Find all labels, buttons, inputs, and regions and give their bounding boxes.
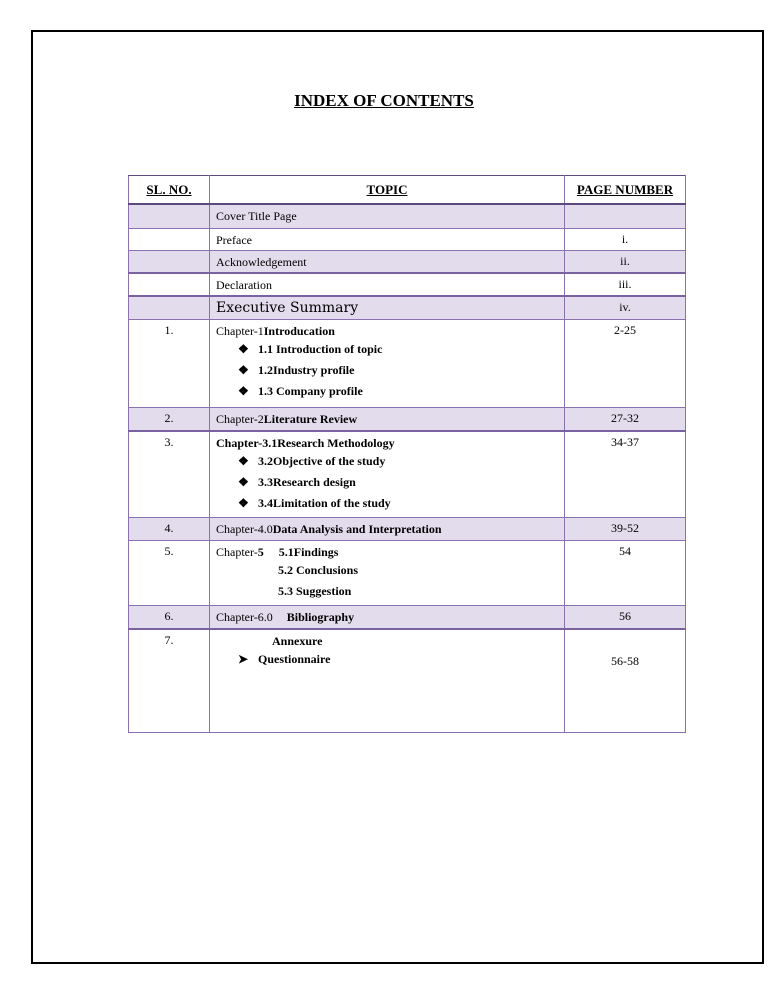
chapter-title: Data Analysis and Interpretation (272, 522, 442, 536)
topic-cell: Declaration (210, 273, 565, 296)
topic-cell (210, 518, 565, 541)
table-row (129, 518, 686, 541)
page-cell: i. (565, 228, 686, 250)
table-row (129, 250, 686, 273)
table-row (129, 541, 686, 606)
subtopic: ❖ 3.2Objective of the study (216, 451, 558, 472)
diamond-bullet-icon: ❖ (238, 363, 249, 377)
subtopic: 5.3 Suggestion (278, 584, 352, 598)
sl-cell: 4. (129, 518, 210, 541)
table-row (129, 228, 686, 250)
sl-cell (129, 228, 210, 250)
chapter-title: Chapter-3.1Research Methodology (216, 435, 395, 450)
topic-cell: Acknowledgement (210, 250, 565, 273)
subtopic: ❖ 3.3Research design (216, 472, 558, 493)
page-title: INDEX OF CONTENTS (294, 91, 474, 110)
sl-cell: 5. (129, 541, 210, 606)
diamond-bullet-icon: ❖ (238, 495, 249, 510)
table-row (129, 606, 686, 629)
table-row (129, 408, 686, 431)
sl-cell (129, 204, 210, 228)
subtopic: ➤ Questionnaire (216, 649, 558, 670)
sl-cell: 6. (129, 606, 210, 629)
subtopic: ❖ 3.4Limitation of the study (216, 493, 558, 514)
chapter-prefix: Chapter-1 (216, 324, 264, 338)
sl-cell: 7. (129, 629, 210, 733)
sl-cell (129, 250, 210, 273)
subtopic: ❖ 1.1 Introduction of topic (216, 339, 558, 360)
chapter-prefix: Chapter-4.0 (216, 522, 273, 536)
table-row (129, 629, 686, 733)
page-cell: ii. (565, 250, 686, 273)
topic-cell (210, 629, 565, 733)
page-cell: 54 (565, 541, 686, 606)
diamond-bullet-icon: ❖ (238, 384, 249, 398)
header-row (129, 176, 686, 205)
chapter-title: Bibliography (286, 610, 355, 624)
page-cell: 56-58 (565, 629, 686, 733)
chapter-title: 5 5.1Findings (257, 545, 339, 559)
topic-cell: Executive Summary (210, 296, 565, 320)
chapter-title: Introducation (263, 324, 335, 338)
topic-cell (210, 320, 565, 408)
topic-cell: Cover Title Page (210, 204, 565, 228)
chapter-title: Annexure (272, 633, 323, 648)
subtopic: ❖ 1.3 Company profile (216, 381, 558, 402)
sl-cell (129, 273, 210, 296)
page-cell: 39-52 (565, 518, 686, 541)
topic-cell (210, 431, 565, 518)
contents-table (128, 175, 686, 733)
header-sl-no: SL. NO. (129, 176, 210, 205)
subtopic: 5.2 Conclusions (278, 563, 359, 577)
page-cell: 2-25 (565, 320, 686, 408)
table-row (129, 431, 686, 518)
sl-cell: 3. (129, 431, 210, 518)
subtopic: ❖ 1.2Industry profile (216, 360, 558, 381)
table-row (129, 204, 686, 228)
chapter-prefix: Chapter-2 (216, 412, 264, 426)
page-cell (565, 204, 686, 228)
chapter-prefix: Chapter- (216, 545, 258, 559)
chapter-title: Literature Review (263, 412, 358, 426)
page-cell: 27-32 (565, 408, 686, 431)
page-cell: 34-37 (565, 431, 686, 518)
chapter-prefix: Chapter-6.0 (216, 610, 273, 624)
page-cell: iii. (565, 273, 686, 296)
table-row (129, 273, 686, 296)
topic-cell (210, 408, 565, 431)
arrow-bullet-icon: ➤ (238, 651, 249, 666)
topic-cell (210, 606, 565, 629)
topic-cell (210, 541, 565, 606)
sl-cell (129, 296, 210, 320)
diamond-bullet-icon: ❖ (238, 474, 249, 489)
table-row (129, 296, 686, 320)
table-row (129, 320, 686, 408)
sl-cell: 1. (129, 320, 210, 408)
sl-cell: 2. (129, 408, 210, 431)
topic-cell: Preface (210, 228, 565, 250)
diamond-bullet-icon: ❖ (238, 453, 249, 468)
page-cell: 56 (565, 606, 686, 629)
header-topic: TOPIC (210, 176, 565, 205)
diamond-bullet-icon: ❖ (238, 342, 249, 356)
header-page-number: PAGE NUMBER (565, 176, 686, 205)
page-cell: iv. (565, 296, 686, 320)
